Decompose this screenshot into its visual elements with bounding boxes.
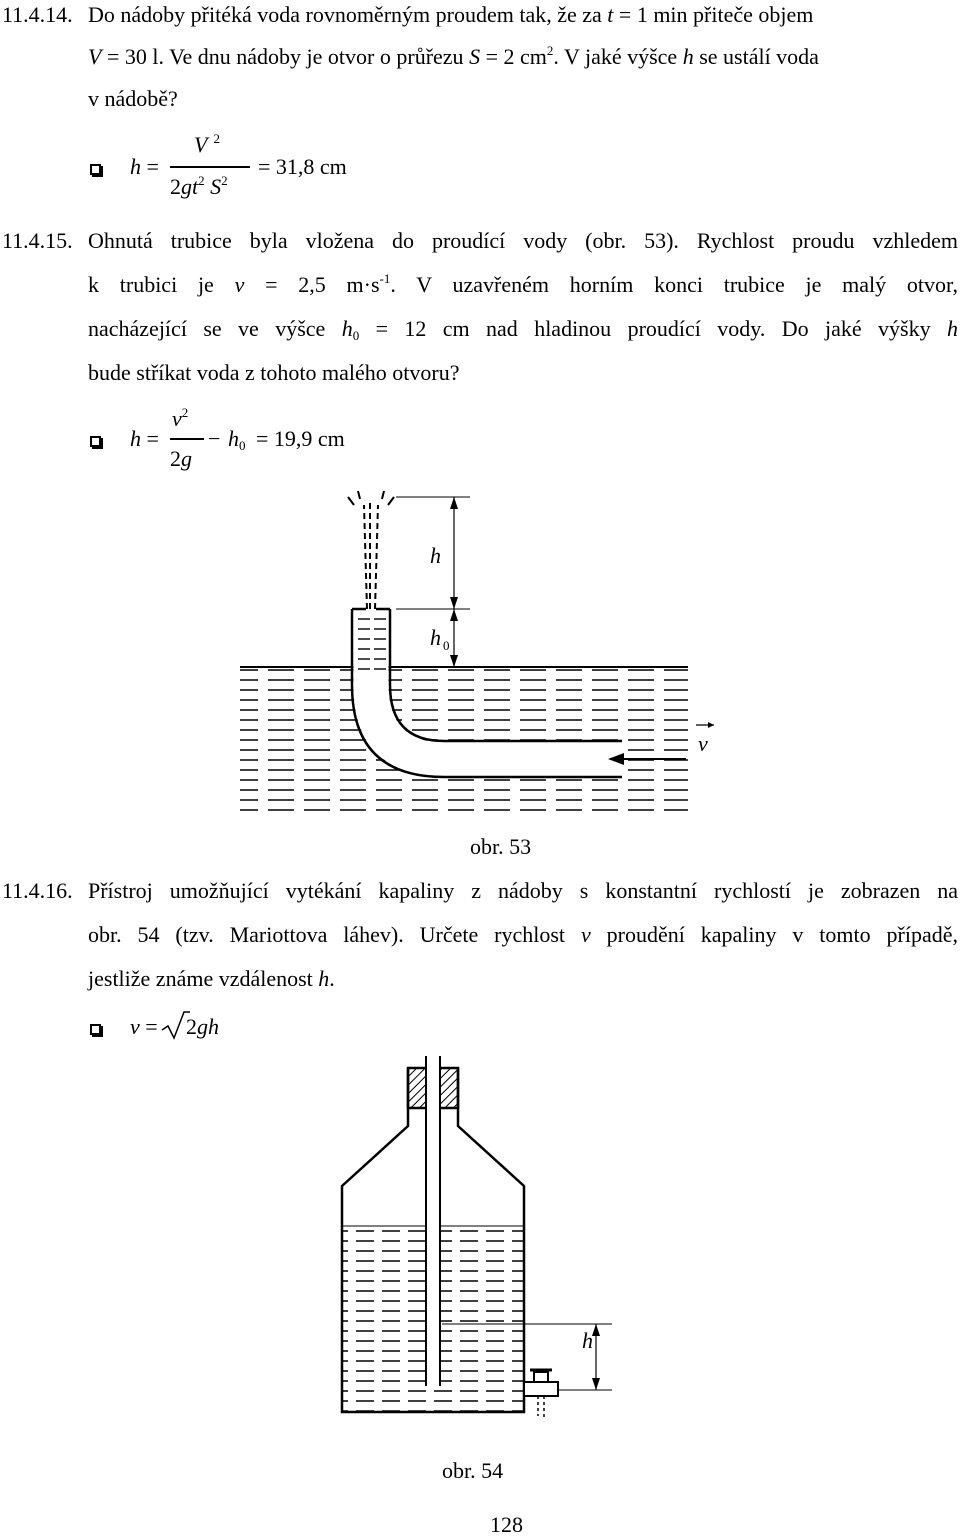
- checkbox-icon: [90, 164, 101, 175]
- figure-53-label-h0: h: [430, 625, 441, 650]
- problem-16-line-1: Přístroj umožňující vytékání kapaliny z nádoby s konstantní rychlostí je zobrazen na: [88, 878, 958, 903]
- answer-15-fraction-bar: [170, 438, 204, 440]
- answer-14-numerator: V $^2$: [194, 131, 220, 157]
- figure-54-caption: obr. 54: [442, 1458, 504, 1483]
- problem-16-line-2: obr. 54 (tzv. Mariottova láhev). Určete rychlost v proudění kapaliny v tomto případě,: [88, 922, 959, 947]
- answer-15-denominator: 2g: [170, 446, 192, 471]
- problem-15-line-2: k trubici je v = 2,5 $m\cdot s^{-1}$. V uzavřeném horním konci trubice je malý otvor,: [88, 271, 958, 297]
- problem-15-number: 11.4.15.: [2, 228, 73, 253]
- water-hatching: [240, 667, 688, 812]
- answer-15-minus: −: [208, 426, 221, 451]
- answer-14-fraction-bar: [170, 166, 250, 168]
- problem-15-line-1: Ohnutá trubice byla vložena do proudící vody (obr. 53). Rychlost proudu vzhledem: [88, 228, 958, 253]
- figure-54-label-h: h: [582, 1328, 593, 1353]
- problem-16-line-3: jestliže známe vzdálenost h.: [88, 966, 335, 991]
- page-number: 128: [490, 1512, 523, 1537]
- answer-16-lhs: v =: [130, 1014, 158, 1039]
- figure-53-label-h0-sub: 0: [443, 638, 450, 653]
- figure-53-label-v: v: [698, 731, 708, 756]
- answer-14-lhs: h =: [130, 154, 159, 179]
- problem-14-number: 11.4.14.: [2, 2, 73, 27]
- problem-14-line-3: v nádobě?: [88, 86, 178, 111]
- problem-16-number: 11.4.16.: [2, 878, 73, 903]
- figure-53-caption: obr. 53: [470, 834, 532, 859]
- answer-14-denominator: $2gt^2$ $S^2$: [170, 173, 228, 199]
- figure-54-mariotte-bottle: [250, 1056, 630, 1456]
- answer-16-radicand: 2gh: [186, 1014, 219, 1039]
- figure-53-bent-tube: [230, 485, 730, 825]
- answer-14-result: = 31,8 cm: [258, 154, 347, 179]
- answer-15-h0: $h_0$: [228, 426, 246, 453]
- answer-15-lhs: h =: [130, 426, 159, 451]
- problem-15-line-4: bude stříkat voda z tohoto malého otvoru?: [88, 360, 460, 385]
- figure-53-label-h: h: [430, 543, 441, 568]
- checkbox-icon: [90, 436, 101, 447]
- answer-15-result: = 19,9 cm: [256, 426, 345, 451]
- checkbox-icon: [90, 1024, 101, 1035]
- answer-15-numerator: $v^2$: [172, 405, 189, 431]
- problem-15-line-3: nacházející se ve výšce $h_0 = 12$ cm nad hladinou proudící vody. Do jaké výšky h: [88, 316, 959, 343]
- problem-14-line-2: V = 30 l. Ve dnu nádoby je otvor o průřezu S = 2 $cm^2$. V jaké výšce h se ustálí voda: [88, 43, 819, 69]
- problem-14-line-1: Do nádoby přitéká voda rovnoměrným proudem tak, že za t = 1 min přiteče objem: [88, 2, 814, 27]
